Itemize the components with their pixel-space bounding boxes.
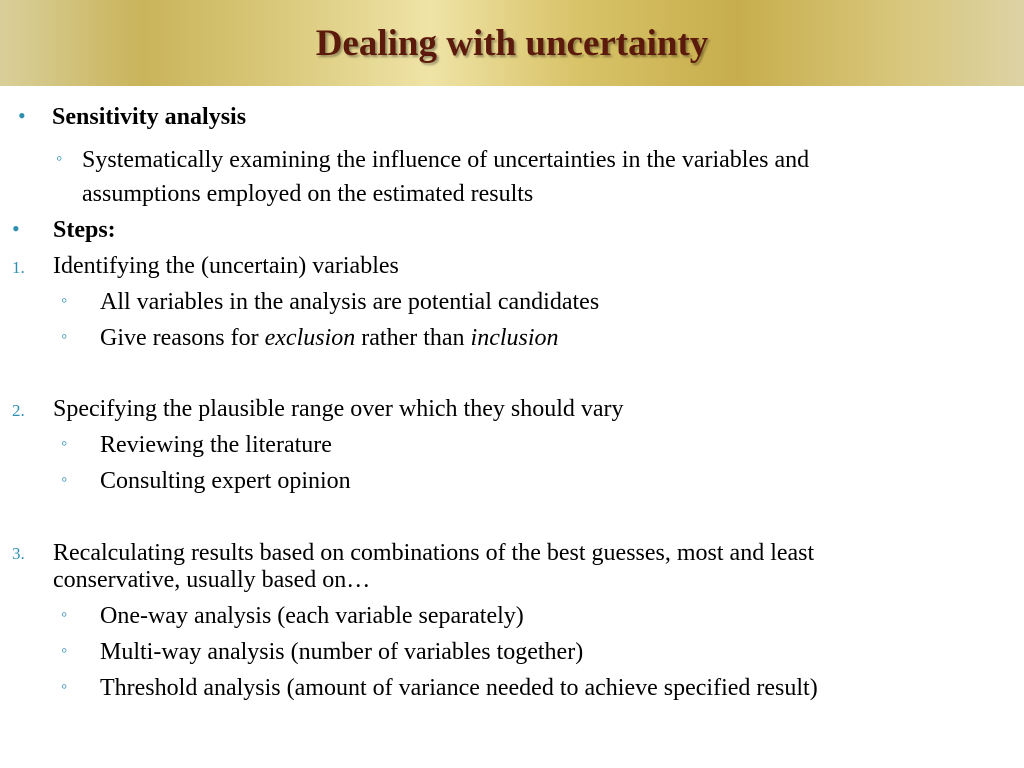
step-text-line-1: Recalculating results based on combinations of the best guesses, most and least (53, 540, 815, 566)
sub-item: Multi-way analysis (number of variables together) (100, 639, 584, 665)
step-text-line-2: conservative, usually based on… (53, 567, 371, 593)
step-number: 2. (12, 401, 25, 420)
sub-bullet: ◦ (56, 148, 63, 168)
sub-item (100, 324, 559, 353)
sub-bullet: ◦ (61, 469, 68, 489)
sub-item: Consulting expert opinion (100, 468, 351, 494)
sub-bullet: ◦ (61, 290, 68, 310)
sub-bullet: ◦ (61, 676, 68, 696)
slide-title: Dealing with uncertainty (315, 23, 709, 64)
bullet-dot: • (12, 216, 20, 241)
steps-heading: Steps: (53, 217, 116, 243)
emphasis-exclusion: exclusion (264, 325, 356, 351)
sub-item: All variables in the analysis are potential candidates (100, 289, 600, 315)
sub-item: Threshold analysis (amount of variance needed to achieve specified result) (100, 675, 818, 701)
sensitivity-heading: Sensitivity analysis (52, 104, 247, 130)
sub-item: One-way analysis (each variable separately) (100, 603, 524, 629)
sub-bullet: ◦ (61, 604, 68, 624)
sub-bullet: ◦ (61, 326, 68, 346)
sub-bullet: ◦ (61, 433, 68, 453)
emphasis-inclusion: inclusion (470, 325, 559, 351)
sub-item-text: Give reasons for (100, 325, 265, 351)
step-text: Specifying the plausible range over which they should vary (53, 396, 624, 422)
definition-line-1: Systematically examining the influence of uncertainties in the variables and (82, 147, 810, 173)
step-text: Identifying the (uncertain) variables (53, 253, 399, 279)
bullet-dot: • (18, 103, 26, 128)
step-number: 1. (12, 258, 25, 277)
definition-line-2: assumptions employed on the estimated results (82, 181, 534, 207)
sub-item-text: rather than (355, 325, 471, 351)
sub-bullet: ◦ (61, 640, 68, 660)
sub-item: Reviewing the literature (100, 432, 332, 458)
step-number: 3. (12, 544, 25, 563)
